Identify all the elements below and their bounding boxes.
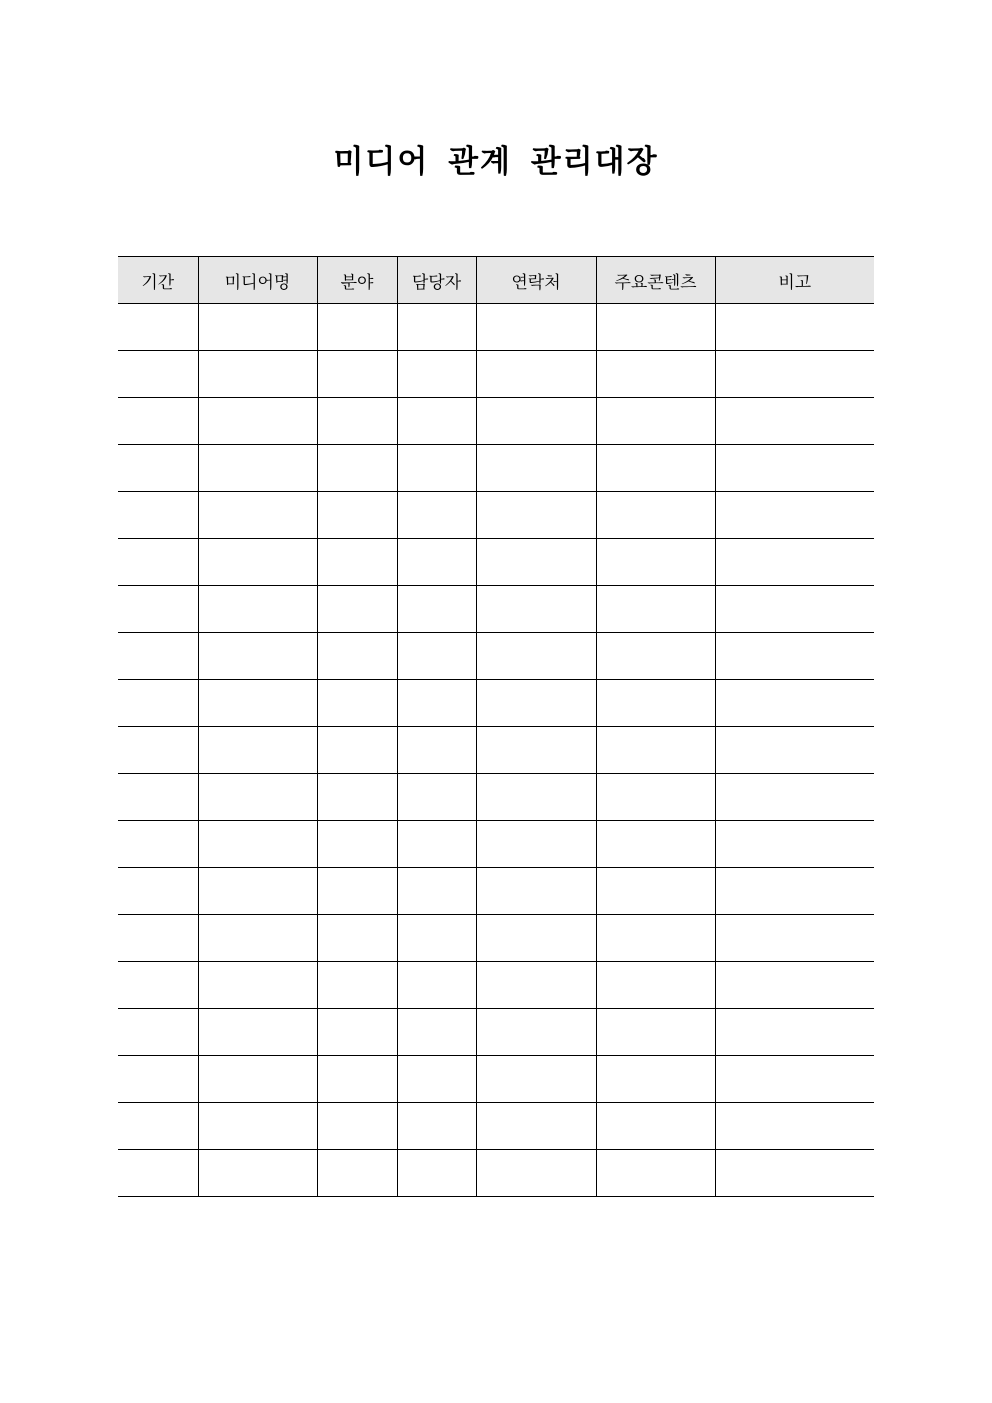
cell-media-name[interactable] — [198, 774, 317, 821]
cell-main-content[interactable] — [596, 445, 715, 492]
cell-remarks[interactable] — [715, 868, 874, 915]
cell-main-content[interactable] — [596, 539, 715, 586]
cell-field[interactable] — [317, 1103, 397, 1150]
cell-media-name[interactable] — [198, 351, 317, 398]
cell-main-content[interactable] — [596, 1056, 715, 1103]
cell-period[interactable] — [118, 445, 198, 492]
cell-media-name[interactable] — [198, 398, 317, 445]
cell-field[interactable] — [317, 774, 397, 821]
cell-remarks[interactable] — [715, 1009, 874, 1056]
cell-field[interactable] — [317, 445, 397, 492]
table-row — [118, 304, 874, 351]
cell-contact-info[interactable] — [476, 1150, 596, 1197]
cell-contact-info[interactable] — [476, 633, 596, 680]
cell-contact-info[interactable] — [476, 539, 596, 586]
column-header-field: 분야 — [317, 257, 397, 304]
table-row — [118, 586, 874, 633]
cell-main-content[interactable] — [596, 633, 715, 680]
cell-contact-person[interactable] — [397, 539, 476, 586]
cell-media-name[interactable] — [198, 821, 317, 868]
cell-contact-person[interactable] — [397, 680, 476, 727]
cell-field[interactable] — [317, 586, 397, 633]
cell-field[interactable] — [317, 727, 397, 774]
cell-contact-person[interactable] — [397, 351, 476, 398]
cell-period[interactable] — [118, 586, 198, 633]
cell-remarks[interactable] — [715, 586, 874, 633]
cell-period[interactable] — [118, 962, 198, 1009]
table-row — [118, 962, 874, 1009]
cell-remarks[interactable] — [715, 492, 874, 539]
table-row — [118, 821, 874, 868]
cell-field[interactable] — [317, 492, 397, 539]
cell-media-name[interactable] — [198, 962, 317, 1009]
cell-field[interactable] — [317, 1009, 397, 1056]
cell-period[interactable] — [118, 821, 198, 868]
cell-remarks[interactable] — [715, 398, 874, 445]
cell-media-name[interactable] — [198, 304, 317, 351]
column-header-period: 기간 — [118, 257, 198, 304]
cell-main-content[interactable] — [596, 915, 715, 962]
table-row — [118, 680, 874, 727]
cell-contact-info[interactable] — [476, 351, 596, 398]
cell-media-name[interactable] — [198, 492, 317, 539]
cell-contact-person[interactable] — [397, 586, 476, 633]
cell-contact-info[interactable] — [476, 1009, 596, 1056]
cell-contact-person[interactable] — [397, 1009, 476, 1056]
cell-main-content[interactable] — [596, 680, 715, 727]
cell-field[interactable] — [317, 1150, 397, 1197]
cell-field[interactable] — [317, 915, 397, 962]
cell-media-name[interactable] — [198, 727, 317, 774]
cell-contact-person[interactable] — [397, 1150, 476, 1197]
column-header-contact-person: 담당자 — [397, 257, 476, 304]
cell-contact-info[interactable] — [476, 398, 596, 445]
cell-period[interactable] — [118, 492, 198, 539]
cell-main-content[interactable] — [596, 586, 715, 633]
cell-period[interactable] — [118, 351, 198, 398]
cell-contact-info[interactable] — [476, 915, 596, 962]
cell-remarks[interactable] — [715, 304, 874, 351]
cell-remarks[interactable] — [715, 774, 874, 821]
cell-contact-person[interactable] — [397, 398, 476, 445]
cell-period[interactable] — [118, 633, 198, 680]
cell-period[interactable] — [118, 304, 198, 351]
cell-main-content[interactable] — [596, 821, 715, 868]
cell-field[interactable] — [317, 539, 397, 586]
cell-main-content[interactable] — [596, 304, 715, 351]
table-row — [118, 398, 874, 445]
page-title: 미디어 관계 관리대장 — [333, 144, 659, 180]
cell-period[interactable] — [118, 1150, 198, 1197]
cell-remarks[interactable] — [715, 915, 874, 962]
cell-period[interactable] — [118, 680, 198, 727]
cell-media-name[interactable] — [198, 680, 317, 727]
cell-contact-person[interactable] — [397, 492, 476, 539]
cell-period[interactable] — [118, 915, 198, 962]
column-header-contact-info: 연락처 — [476, 257, 596, 304]
cell-contact-person[interactable] — [397, 915, 476, 962]
cell-remarks[interactable] — [715, 680, 874, 727]
cell-contact-person[interactable] — [397, 304, 476, 351]
cell-field[interactable] — [317, 398, 397, 445]
cell-main-content[interactable] — [596, 962, 715, 1009]
cell-period[interactable] — [118, 727, 198, 774]
cell-field[interactable] — [317, 351, 397, 398]
cell-contact-info[interactable] — [476, 868, 596, 915]
cell-field[interactable] — [317, 304, 397, 351]
cell-period[interactable] — [118, 539, 198, 586]
cell-media-name[interactable] — [198, 586, 317, 633]
cell-media-name[interactable] — [198, 539, 317, 586]
column-header-media-name: 미디어명 — [198, 257, 317, 304]
cell-main-content[interactable] — [596, 774, 715, 821]
cell-media-name[interactable] — [198, 915, 317, 962]
cell-media-name[interactable] — [198, 1103, 317, 1150]
cell-contact-person[interactable] — [397, 774, 476, 821]
table-row — [118, 915, 874, 962]
table-row — [118, 445, 874, 492]
cell-media-name[interactable] — [198, 633, 317, 680]
cell-field[interactable] — [317, 633, 397, 680]
cell-remarks[interactable] — [715, 1056, 874, 1103]
cell-main-content[interactable] — [596, 351, 715, 398]
cell-contact-person[interactable] — [397, 868, 476, 915]
cell-contact-info[interactable] — [476, 1056, 596, 1103]
cell-remarks[interactable] — [715, 821, 874, 868]
table-header-row — [118, 257, 874, 304]
cell-field[interactable] — [317, 868, 397, 915]
cell-remarks[interactable] — [715, 539, 874, 586]
cell-contact-person[interactable] — [397, 1056, 476, 1103]
cell-contact-info[interactable] — [476, 445, 596, 492]
table-row — [118, 1056, 874, 1103]
cell-media-name[interactable] — [198, 868, 317, 915]
cell-remarks[interactable] — [715, 962, 874, 1009]
table-row — [118, 633, 874, 680]
table-row — [118, 774, 874, 821]
cell-main-content[interactable] — [596, 398, 715, 445]
cell-remarks[interactable] — [715, 633, 874, 680]
cell-contact-info[interactable] — [476, 1103, 596, 1150]
cell-media-name[interactable] — [198, 1009, 317, 1056]
cell-contact-info[interactable] — [476, 821, 596, 868]
table-row — [118, 1009, 874, 1056]
cell-main-content[interactable] — [596, 1009, 715, 1056]
cell-contact-person[interactable] — [397, 821, 476, 868]
table-row — [118, 351, 874, 398]
media-relations-table — [118, 256, 874, 1197]
column-header-remarks: 비고 — [715, 257, 874, 304]
cell-contact-person[interactable] — [397, 633, 476, 680]
cell-main-content[interactable] — [596, 1150, 715, 1197]
cell-period[interactable] — [118, 398, 198, 445]
cell-contact-info[interactable] — [476, 304, 596, 351]
cell-remarks[interactable] — [715, 445, 874, 492]
table-row — [118, 539, 874, 586]
cell-contact-person[interactable] — [397, 727, 476, 774]
table-row — [118, 1103, 874, 1150]
cell-main-content[interactable] — [596, 1103, 715, 1150]
table-body — [118, 304, 874, 1197]
cell-contact-info[interactable] — [476, 727, 596, 774]
cell-remarks[interactable] — [715, 351, 874, 398]
cell-remarks[interactable] — [715, 1150, 874, 1197]
cell-main-content[interactable] — [596, 868, 715, 915]
cell-contact-info[interactable] — [476, 774, 596, 821]
cell-contact-person[interactable] — [397, 962, 476, 1009]
table-row — [118, 1150, 874, 1197]
cell-media-name[interactable] — [198, 1150, 317, 1197]
cell-remarks[interactable] — [715, 727, 874, 774]
cell-field[interactable] — [317, 1056, 397, 1103]
cell-period[interactable] — [118, 1009, 198, 1056]
cell-contact-info[interactable] — [476, 492, 596, 539]
cell-contact-person[interactable] — [397, 1103, 476, 1150]
cell-field[interactable] — [317, 962, 397, 1009]
cell-period[interactable] — [118, 774, 198, 821]
cell-media-name[interactable] — [198, 445, 317, 492]
cell-media-name[interactable] — [198, 1056, 317, 1103]
cell-contact-info[interactable] — [476, 586, 596, 633]
cell-contact-person[interactable] — [397, 445, 476, 492]
cell-contact-info[interactable] — [476, 680, 596, 727]
cell-period[interactable] — [118, 1103, 198, 1150]
table-row — [118, 868, 874, 915]
cell-main-content[interactable] — [596, 492, 715, 539]
cell-period[interactable] — [118, 1056, 198, 1103]
table-row — [118, 727, 874, 774]
cell-period[interactable] — [118, 868, 198, 915]
column-header-main-content: 주요콘텐츠 — [596, 257, 715, 304]
cell-main-content[interactable] — [596, 727, 715, 774]
table-row — [118, 492, 874, 539]
cell-field[interactable] — [317, 821, 397, 868]
cell-remarks[interactable] — [715, 1103, 874, 1150]
cell-field[interactable] — [317, 680, 397, 727]
cell-contact-info[interactable] — [476, 962, 596, 1009]
